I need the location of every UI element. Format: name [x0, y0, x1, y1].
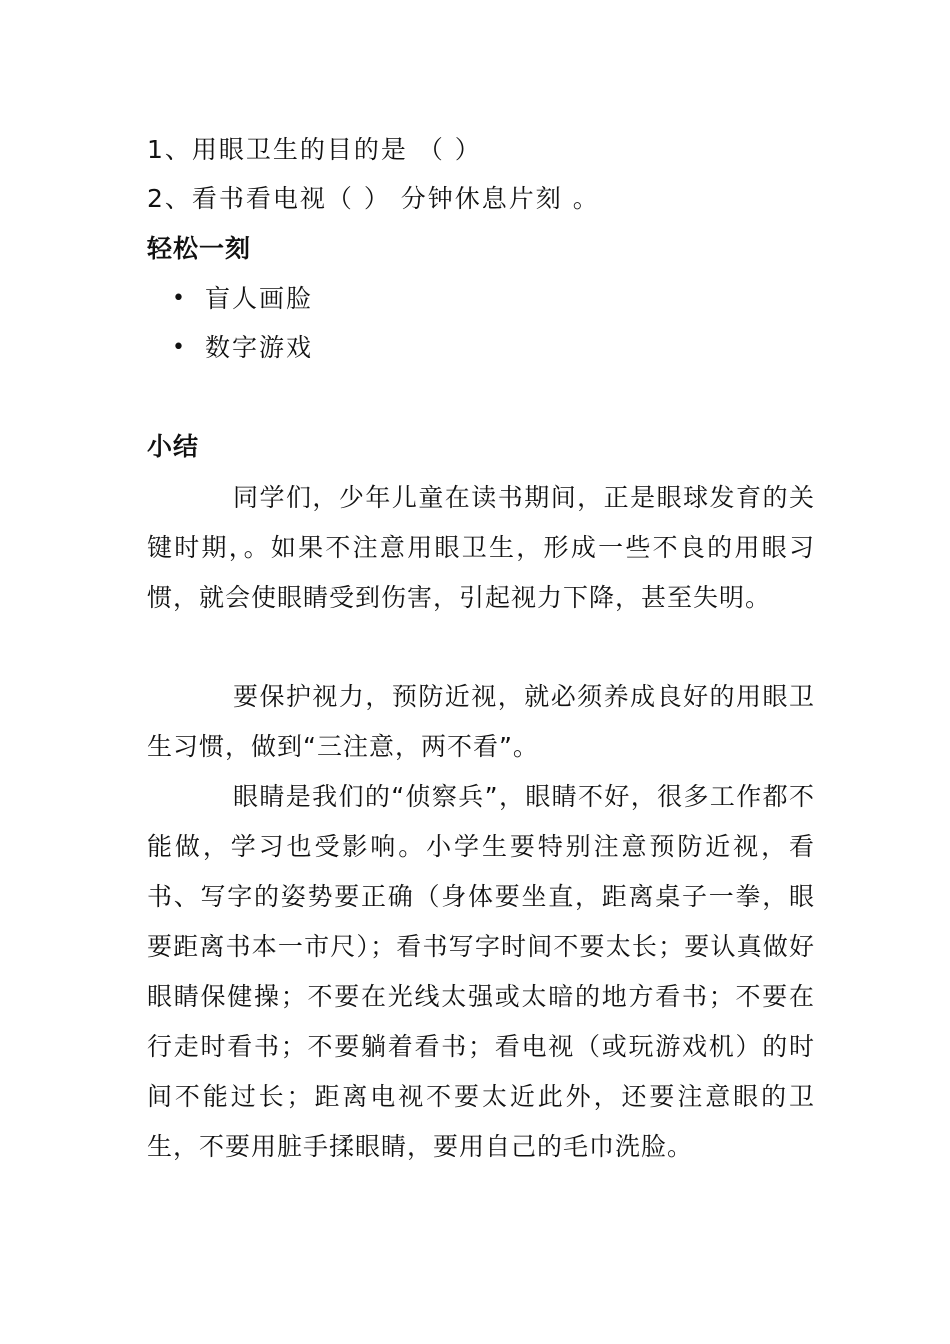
relax-heading: 轻松一刻 — [147, 234, 252, 263]
list-item-label: 盲人画脸 — [205, 284, 314, 313]
summary-paragraph-3: 眼睛是我们的“侦察兵”，眼睛不好，很多工作都不能做，学习也受影响。小学生要特别注意预防近视，看书、写字的姿势要正确（身体要坐直，距离桌子一拳，眼要距离书本一市尺）；看书写字时间不要太长；要认真做好眼睛保健操；不要在光线太强或太暗的地方看书；不要在行走时看书；不要躺着看书；看电视（或玩游戏机）的时间不能过长；距离电视不要太近此外，还要注意眼的卫生，不要用脏手揉眼睛，要用自己的毛巾洗脸。 — [147, 782, 815, 1161]
summary-heading: 小结 — [147, 432, 200, 461]
summary-paragraph-2: 要保护视力，预防近视，就必须养成良好的用眼卫生习惯，做到“三注意，两不看”。 — [147, 682, 815, 761]
bullet-icon: • — [172, 286, 185, 311]
summary-paragraph-1: 同学们，少年儿童在读书期间，正是眼球发育的关键时期，。如果不注意用眼卫生，形成一些不良的用眼习惯，就会使眼睛受到伤害，引起视力下降，甚至失明。 — [147, 483, 815, 612]
question-1: 1、用眼卫生的目的是 （ ） — [147, 135, 482, 164]
list-item-label: 数字游戏 — [205, 333, 314, 362]
bullet-icon: • — [172, 335, 185, 360]
question-2: 2、看书看电视（ ） 分钟休息片刻 。 — [147, 184, 600, 213]
